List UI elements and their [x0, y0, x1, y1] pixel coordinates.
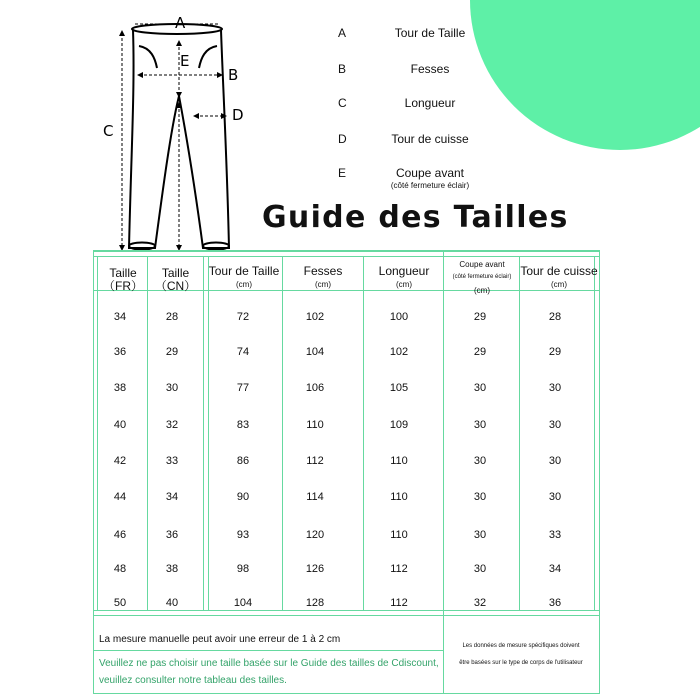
cell-tour-de-taille: 93: [236, 529, 250, 541]
error-note: La mesure manuelle peut avoir une erreur de 1 à 2 cm: [99, 634, 341, 645]
measurement-note-line-1: Les données de mesure spécifiques doivent: [462, 643, 580, 649]
cell-fesses: 104: [305, 346, 325, 358]
header-taille-cn: Taille（CN）: [154, 266, 197, 293]
cell-taille-fr: 50: [113, 597, 127, 609]
legend-label: Coupe avant: [395, 166, 465, 180]
header-coupe-avant: Coupe avant (côté fermeture éclair) (cm): [452, 260, 512, 295]
cell-tour-de-taille: 74: [236, 346, 250, 358]
cell-coupe-avant: 32: [473, 597, 487, 609]
cell-longueur: 112: [390, 563, 408, 575]
cell-tour-de-taille: 86: [236, 455, 250, 467]
legend-letter: C: [338, 96, 347, 110]
cell-fesses: 120: [305, 529, 325, 541]
cell-taille-cn: 36: [165, 529, 179, 541]
cell-fesses: 114: [306, 491, 324, 503]
advice-note-line-1: Veuillez ne pas choisir une taille basée sur le Guide des tailles de Cdiscount,: [99, 658, 439, 669]
cell-longueur: 100: [389, 311, 409, 323]
cell-longueur: 110: [390, 529, 408, 541]
cell-tour-de-cuisse: 30: [548, 455, 562, 467]
cell-tour-de-taille: 77: [236, 382, 250, 394]
legend-label: Tour de cuisse: [391, 132, 469, 146]
legend-label: Fesses: [410, 62, 450, 76]
cell-fesses: 126: [305, 563, 325, 575]
cell-taille-cn: 40: [165, 597, 179, 609]
cell-fesses: 110: [306, 419, 324, 431]
cell-fesses: 102: [305, 311, 325, 323]
cell-tour-de-cuisse: 30: [548, 491, 562, 503]
cell-tour-de-taille: 83: [236, 419, 250, 431]
cell-taille-fr: 38: [113, 382, 127, 394]
cell-taille-cn: 33: [165, 455, 179, 467]
header-longueur: Longueur (cm): [378, 264, 430, 289]
cell-tour-de-taille: 98: [236, 563, 250, 575]
cell-longueur: 102: [389, 346, 409, 358]
legend-letter: D: [338, 132, 347, 146]
cell-tour-de-cuisse: 28: [548, 311, 562, 323]
cell-coupe-avant: 30: [473, 529, 487, 541]
cell-tour-de-cuisse: 34: [548, 563, 562, 575]
header-taille-fr: Taille（FR）: [103, 266, 143, 293]
cell-taille-cn: 32: [165, 419, 179, 431]
cell-taille-cn: 29: [165, 346, 179, 358]
cell-coupe-avant: 30: [473, 419, 487, 431]
legend-label: Longueur: [404, 96, 456, 110]
diagram-label-e: E: [180, 52, 190, 70]
legend-sublabel: (côté fermeture éclair): [390, 181, 470, 190]
cell-coupe-avant: 30: [473, 491, 487, 503]
header-tour-de-cuisse: Tour de cuisse (cm): [520, 264, 598, 289]
cell-taille-fr: 46: [113, 529, 127, 541]
header-fesses: Fesses (cm): [303, 264, 343, 289]
cell-longueur: 105: [389, 382, 409, 394]
cell-coupe-avant: 29: [473, 346, 487, 358]
cell-coupe-avant: 30: [473, 455, 487, 467]
header-tour-de-taille: Tour de Taille (cm): [208, 264, 280, 289]
page-title: Guide des Tailles: [262, 200, 569, 235]
cell-taille-fr: 34: [113, 311, 127, 323]
legend-label: Tour de Taille: [394, 26, 466, 40]
cell-fesses: 128: [305, 597, 325, 609]
cell-tour-de-cuisse: 33: [548, 529, 562, 541]
cell-tour-de-cuisse: 30: [548, 419, 562, 431]
legend-letter: A: [338, 26, 347, 40]
diagram-label-c: C: [103, 122, 114, 140]
cell-fesses: 112: [306, 455, 324, 467]
cell-longueur: 110: [390, 455, 408, 467]
cell-tour-de-cuisse: 36: [548, 597, 562, 609]
cell-coupe-avant: 30: [473, 563, 487, 575]
diagram-label-b: B: [228, 66, 239, 84]
cell-longueur: 110: [390, 491, 408, 503]
cell-tour-de-cuisse: 29: [548, 346, 562, 358]
cell-longueur: 112: [390, 597, 408, 609]
cell-taille-cn: 28: [165, 311, 179, 323]
cell-taille-fr: 40: [113, 419, 127, 431]
cell-fesses: 106: [305, 382, 325, 394]
cell-tour-de-taille: 90: [236, 491, 250, 503]
cell-taille-cn: 30: [165, 382, 179, 394]
cell-taille-fr: 48: [113, 563, 127, 575]
cell-taille-fr: 42: [113, 455, 127, 467]
cell-longueur: 109: [389, 419, 409, 431]
cell-taille-fr: 36: [113, 346, 127, 358]
cell-tour-de-cuisse: 30: [548, 382, 562, 394]
cell-tour-de-taille: 72: [236, 311, 250, 323]
advice-note-line-2: veuillez consulter notre tableau des tailles.: [99, 675, 287, 686]
legend-letter: E: [338, 166, 347, 180]
cell-coupe-avant: 30: [473, 382, 487, 394]
diagram-label-d: D: [232, 106, 244, 124]
cell-taille-fr: 44: [113, 491, 127, 503]
legend-letter: B: [338, 62, 347, 76]
cell-coupe-avant: 29: [473, 311, 487, 323]
cell-taille-cn: 34: [165, 491, 179, 503]
cell-taille-cn: 38: [165, 563, 179, 575]
measurement-note-line-2: être basées sur le type de corps de l'utilisateur: [459, 660, 583, 666]
cell-tour-de-taille: 104: [233, 597, 253, 609]
diagram-label-a: A: [175, 14, 186, 32]
